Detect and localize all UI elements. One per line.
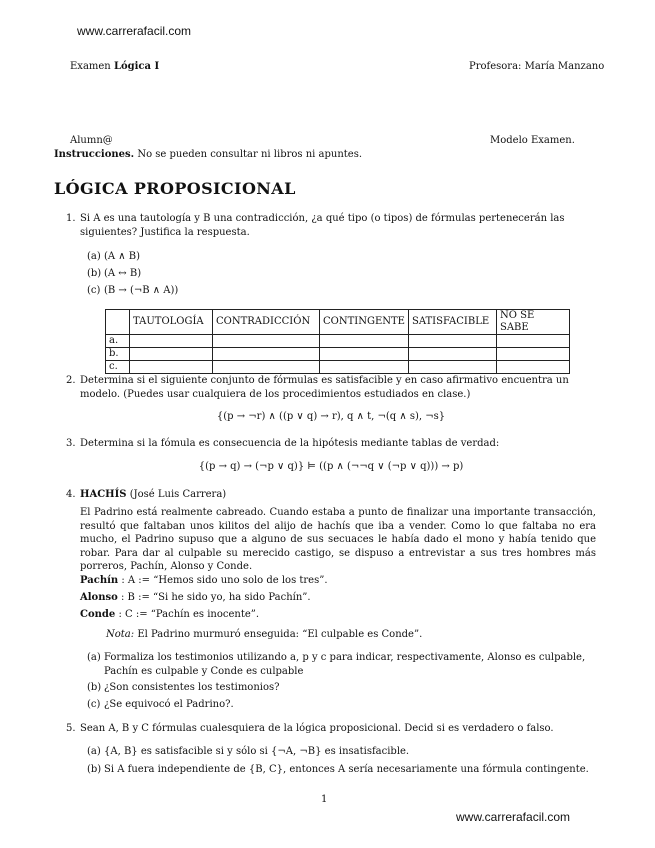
- table-corner-cell: [106, 310, 130, 335]
- site-url-bottom[interactable]: www.carrerafacil.com: [456, 810, 571, 824]
- item-formula: (B → (¬B ∧ A)): [104, 285, 179, 296]
- speaker-name: Alonso: [80, 592, 118, 603]
- answer-cell[interactable]: [213, 335, 320, 348]
- row-label: c.: [106, 361, 130, 374]
- question-author: (José Luis Carrera): [129, 489, 227, 500]
- answer-cell[interactable]: [320, 335, 409, 348]
- question-1: [66, 212, 596, 239]
- answer-cell[interactable]: [496, 361, 569, 374]
- q4-item-a: [87, 651, 595, 678]
- item-label: (c): [87, 285, 101, 296]
- question-text: Sean A, B y C fórmulas cualesquiera de la lógica proposicional. Decid si es verdadero o falso.: [80, 723, 554, 734]
- item-label: (b): [87, 682, 102, 693]
- answer-cell[interactable]: [320, 361, 409, 374]
- table-header: CONTRADICCIÓN: [213, 310, 320, 335]
- table-header: SATISFACIBLE: [408, 310, 496, 335]
- question-title: HACHÍS: [80, 489, 127, 500]
- question-text: Determina si la fómula es consecuencia de la hipótesis mediante tablas de verdad:: [80, 438, 500, 449]
- answer-cell[interactable]: [130, 335, 213, 348]
- exam-title: [70, 60, 159, 74]
- student-label: Alumn@: [70, 135, 113, 146]
- exam-subject: Lógica I: [113, 61, 160, 72]
- padrino-note: [106, 628, 422, 642]
- answer-cell[interactable]: [408, 335, 496, 348]
- note-text: El Padrino murmuró enseguida: “El culpable es Conde”.: [137, 629, 423, 640]
- answer-cell[interactable]: [496, 335, 569, 348]
- table-row: [106, 361, 570, 374]
- question-number: 4.: [66, 489, 76, 500]
- speaker-name: Pachín: [80, 575, 119, 586]
- q1-item-c: [87, 284, 595, 298]
- item-text: Si A fuera independiente de {B, C}, entonces A sería necesariamente una fórmula contingente.: [104, 764, 589, 775]
- item-formula: (A ∧ B): [104, 251, 141, 262]
- model-label: Modelo Examen.: [490, 135, 575, 146]
- statement-alonso: [80, 591, 600, 605]
- answer-cell[interactable]: [213, 361, 320, 374]
- item-label: (a): [87, 652, 101, 663]
- question-text: Si A es una tautología y B una contradicción, ¿a qué tipo (o tipos) de fórmulas pertenecerán las siguientes? Justifica la respuesta.: [80, 213, 565, 238]
- speaker-name: Conde: [80, 609, 116, 620]
- table-header-row: [106, 310, 570, 335]
- item-label: (b): [87, 764, 102, 775]
- speaker-statement: : B := “Si he sido yo, ha sido Pachín”.: [121, 592, 311, 603]
- statement-conde: [80, 608, 600, 622]
- answer-cell[interactable]: [130, 361, 213, 374]
- note-label: Nota:: [106, 629, 135, 640]
- answer-cell[interactable]: [408, 361, 496, 374]
- q2-formula: {(p → ¬r) ∧ ((p ∨ q) → r), q ∧ t, ¬(q ∧ s), ¬s}: [216, 411, 446, 422]
- item-formula: (A ↔ B): [104, 268, 142, 279]
- item-label: (a): [87, 251, 101, 262]
- q4-item-c: [87, 698, 595, 712]
- q4-story: El Padrino está realmente cabreado. Cuando estaba a punto de finalizar una importante transacción, resultó que faltaban unos kilitos del alijo de hachís que iba a vender. Como lo que faltaba no era mucho, el Padrino supuso que a alguno de sus secuaces le había dado el mono y había tenido que robar. Para dar al culpable su merecido castigo, se dispuso a entrevistar a sus tres hombres más porreros, Pachín, Alonso y Conde.: [80, 507, 596, 572]
- question-number: 3.: [66, 438, 76, 449]
- answer-cell[interactable]: [496, 348, 569, 361]
- q3-formula: {(p → q) → (¬p ∨ q)} ⊨ ((p ∧ (¬¬q ∨ (¬p ∨ q))) → p): [198, 461, 464, 472]
- speaker-statement: : C := “Pachín es inocente”.: [118, 609, 260, 620]
- item-label: (a): [87, 746, 101, 757]
- answer-cell[interactable]: [213, 348, 320, 361]
- q5-item-a: [87, 745, 595, 759]
- q1-item-a: [87, 250, 595, 264]
- question-5: [66, 722, 596, 736]
- table-row: [106, 348, 570, 361]
- instructions-text: No se pueden consultar ni libros ni apuntes.: [137, 149, 363, 160]
- q1-item-b: [87, 267, 595, 281]
- table-row: [106, 335, 570, 348]
- answer-cell[interactable]: [130, 348, 213, 361]
- item-text: {A, B} es satisfacible si y sólo si {¬A, ¬B} es insatisfacible.: [104, 746, 410, 757]
- question-2: [66, 374, 596, 401]
- question-number: 2.: [66, 375, 76, 386]
- row-label: b.: [106, 348, 130, 361]
- exam-prefix: Examen: [70, 61, 111, 72]
- q5-item-b: [87, 763, 595, 777]
- statement-pachin: [80, 574, 600, 588]
- speaker-statement: : A := “Hemos sido uno solo de los tres”.: [121, 575, 328, 586]
- item-text: ¿Son consistentes los testimonios?: [104, 682, 280, 693]
- question-3: [66, 437, 596, 451]
- answer-cell[interactable]: [320, 348, 409, 361]
- table-header: TAUTOLOGÍA: [130, 310, 213, 335]
- question-number: 5.: [66, 723, 76, 734]
- question-heading: [80, 488, 596, 502]
- page-number: 1: [321, 794, 328, 805]
- item-text: ¿Se equivocó el Padrino?.: [104, 699, 234, 710]
- teacher-name: Profesora: María Manzano: [469, 61, 605, 72]
- q4-item-b: [87, 681, 595, 695]
- question-text: Determina si el siguiente conjunto de fórmulas es satisfacible y en caso afirmativo encuentra un modelo. (Puedes usar cualquiera de los procedimientos estudiados en clase.): [80, 375, 569, 400]
- classification-table: [105, 309, 570, 374]
- item-text: Formaliza los testimonios utilizando a, p y c para indicar, respectivamente, Alonso es culpable, Pachín es culpable y Conde es culpable: [104, 652, 586, 677]
- question-4: [66, 488, 596, 502]
- table-header: CONTINGENTE: [320, 310, 409, 335]
- item-label: (b): [87, 268, 102, 279]
- row-label: a.: [106, 335, 130, 348]
- instructions-label: Instrucciones.: [54, 149, 135, 160]
- answer-cell[interactable]: [408, 348, 496, 361]
- item-label: (c): [87, 699, 101, 710]
- instructions: [54, 148, 362, 162]
- section-title: LÓGICA PROPOSICIONAL: [54, 179, 296, 198]
- site-url-top[interactable]: www.carrerafacil.com: [77, 24, 192, 38]
- question-number: 1.: [66, 213, 76, 224]
- table-header: NO SE SABE: [496, 310, 569, 335]
